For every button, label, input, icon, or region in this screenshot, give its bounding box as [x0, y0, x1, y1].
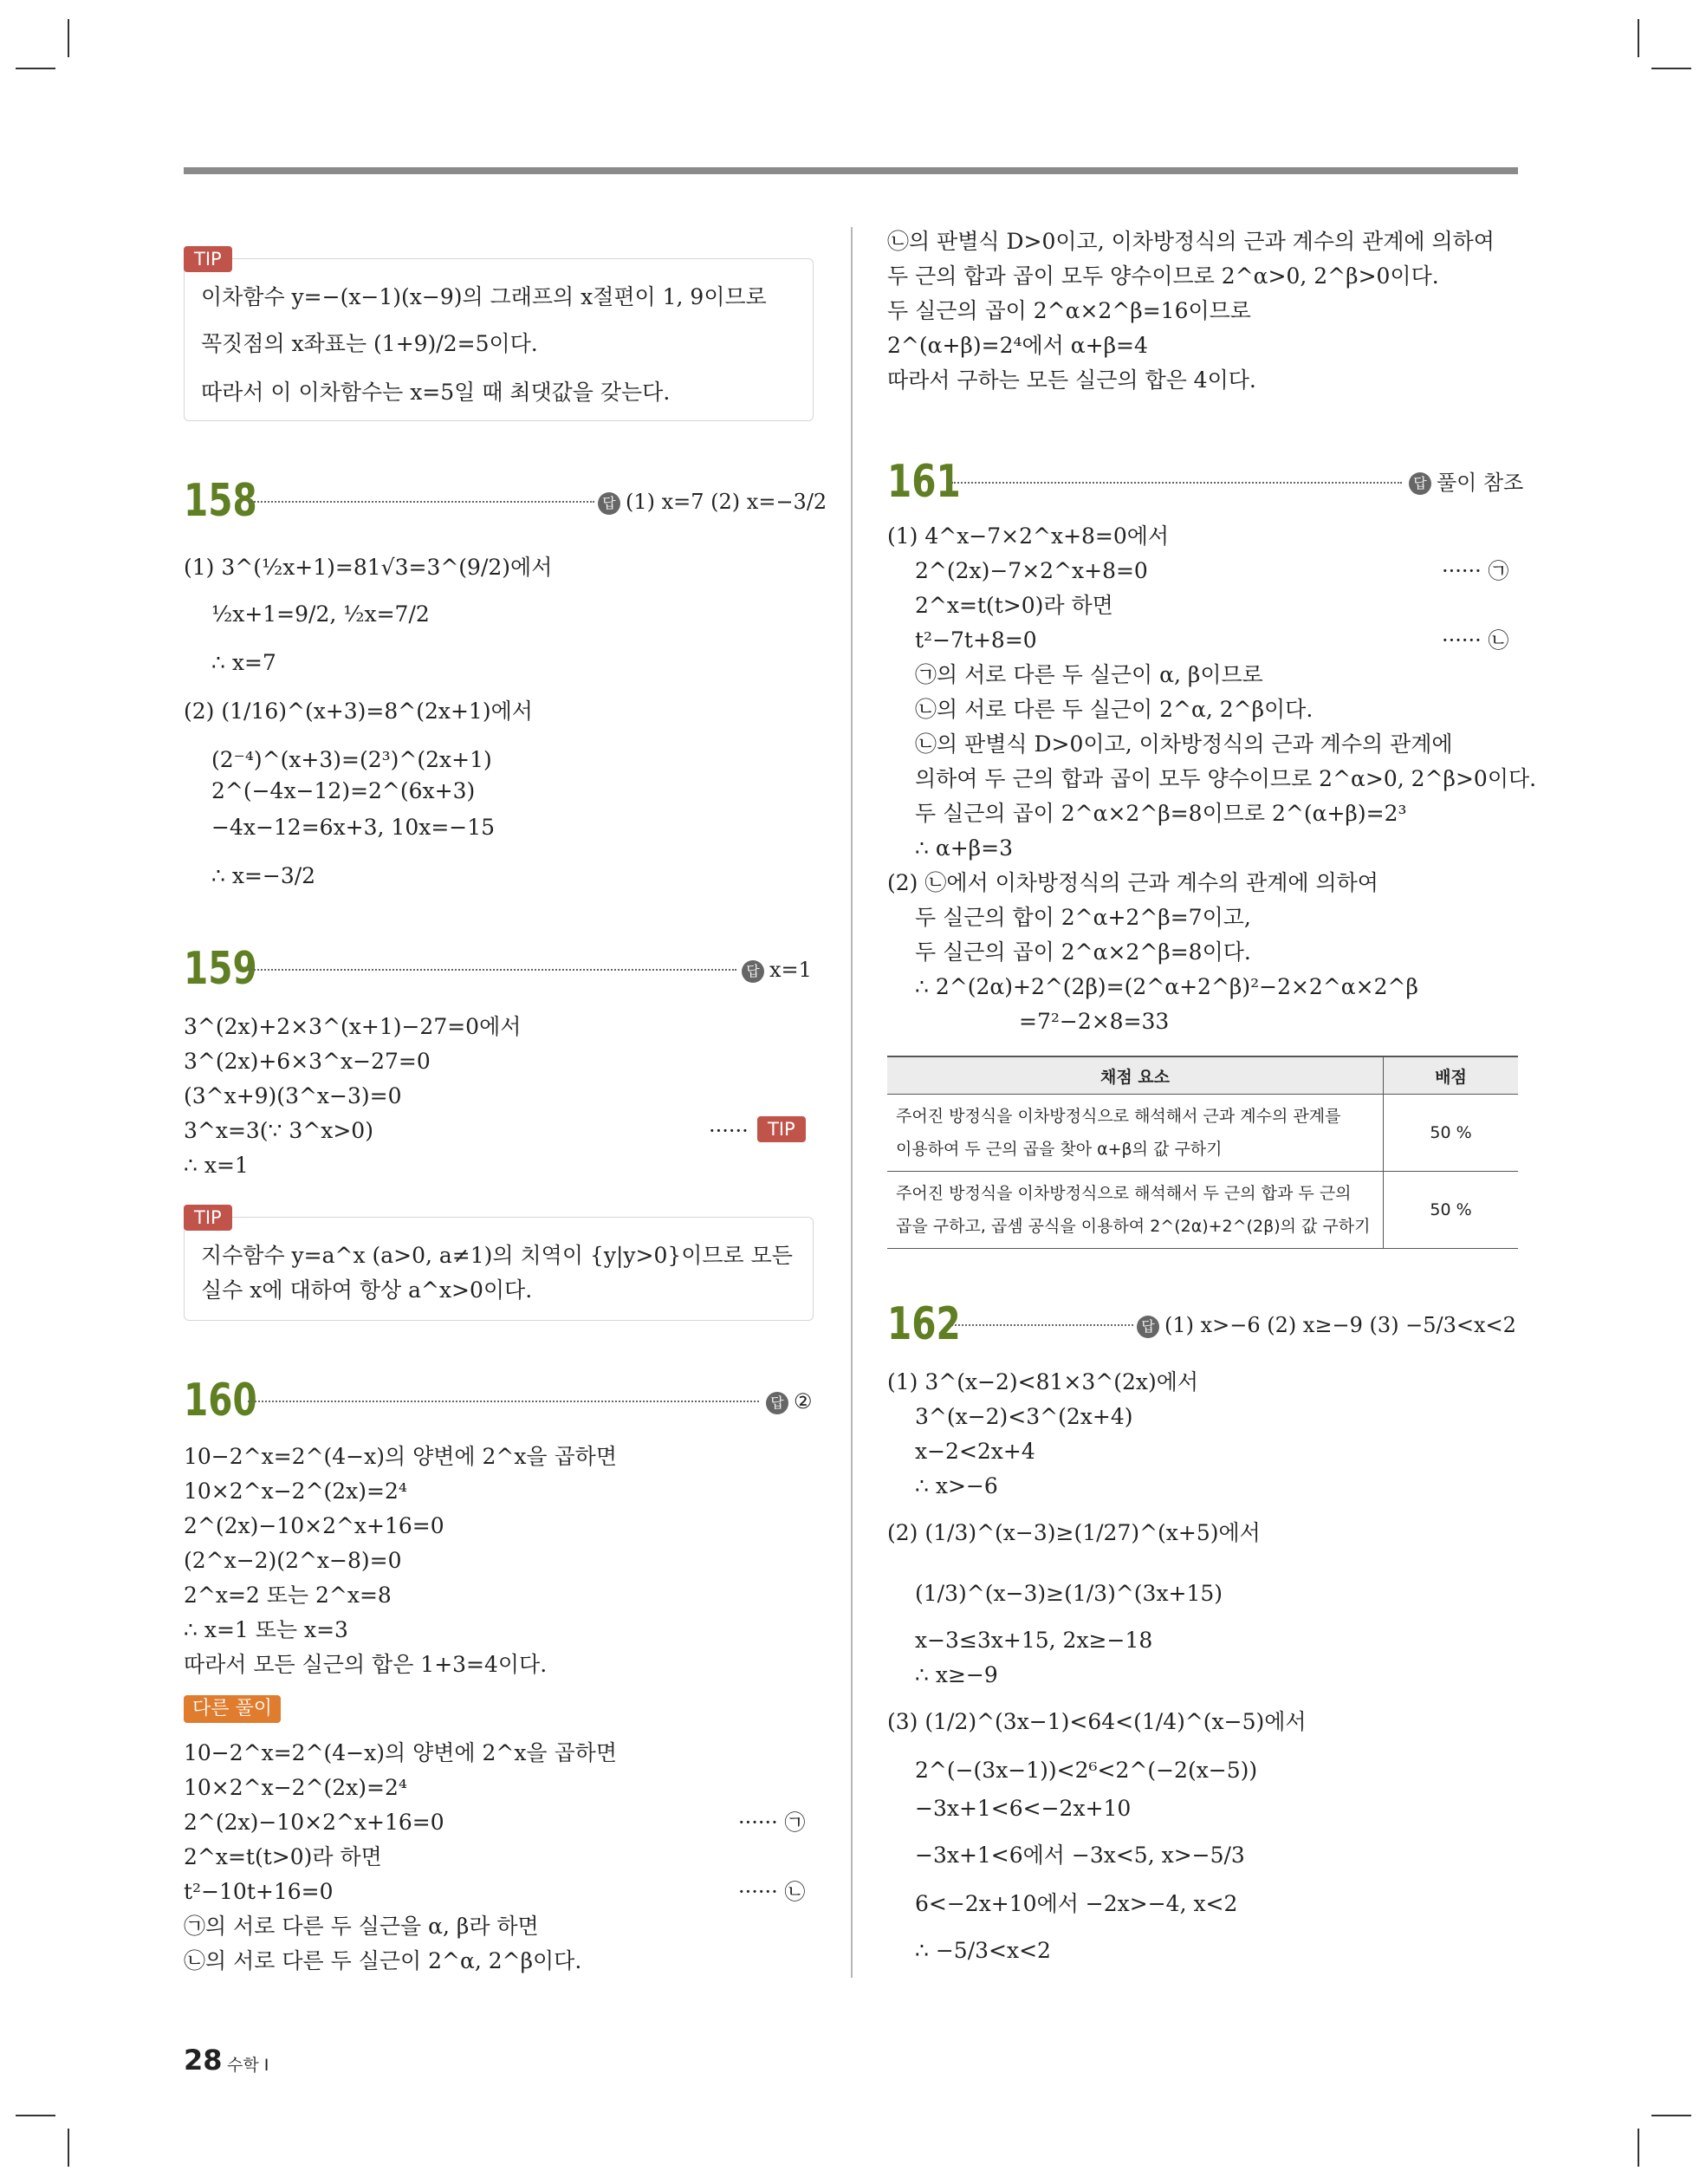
- answer-text: x=1: [769, 958, 812, 982]
- answer: [1137, 1310, 1516, 1340]
- crop-mark: [68, 2129, 69, 2167]
- table-cell: [887, 1172, 1384, 1249]
- solution-line: (2) ㉡에서 이차방정식의 근과 계수의 관계에 의하여: [887, 870, 1378, 895]
- solution-line: 두 실근의 합이 2^α+2^β=7이고,: [915, 905, 1251, 930]
- answer-icon: 답: [766, 1392, 788, 1414]
- crop-mark: [16, 2115, 55, 2116]
- solution-line: 의하여 두 근의 합과 곱이 모두 양수이므로 2^α>0, 2^β>0이다.: [915, 766, 1537, 791]
- crop-mark: [1638, 2129, 1639, 2167]
- solution-line: t²−7t+8=0: [915, 627, 1037, 653]
- solution-line: x−2<2x+4: [915, 1439, 1035, 1464]
- problem-number: 161: [887, 456, 961, 508]
- solution-line: ∴ x=−3/2: [211, 863, 316, 888]
- solution-line: 3^(x−2)<3^(2x+4): [915, 1404, 1133, 1429]
- solution-line: 2^(2x)−7×2^x+8=0: [915, 558, 1148, 583]
- solution-line: ㉡의 판별식 D>0이고, 이차방정식의 근과 계수의 관계에: [915, 731, 1453, 757]
- answer-text: ②: [794, 1389, 813, 1414]
- solution-line: ㉠의 서로 다른 두 실근을 α, β라 하면: [184, 1914, 539, 1939]
- leader-dots: [248, 969, 736, 971]
- answer-icon: 답: [598, 492, 620, 515]
- table-row: [887, 1095, 1518, 1172]
- solution-line: 10−2^x=2^(4−x)의 양변에 2^x을 곱하면: [184, 1740, 617, 1765]
- criterion-line: 주어진 방정식을 이차방정식으로 해석해서 근과 계수의 관계를: [896, 1107, 1341, 1126]
- answer: [766, 1387, 813, 1416]
- solution-line: =7²−2×8=33: [1019, 1009, 1170, 1034]
- equation-marker: ······ ㉡: [1442, 628, 1509, 653]
- solution-line: ㉡의 서로 다른 두 실근이 2^α, 2^β이다.: [915, 697, 1314, 722]
- solution-line: t²−10t+16=0: [184, 1879, 334, 1904]
- solution-line: ∴ 2^(2α)+2^(2β)=(2^α+2^β)²−2×2^α×2^β: [915, 974, 1418, 999]
- equation-marker: ······ ㉡: [738, 1880, 806, 1904]
- solution-line: 2^(2x)−10×2^x+16=0: [184, 1513, 444, 1538]
- header-rule: [184, 167, 1518, 174]
- criterion-line: 곱을 구하고, 곱셈 공식을 이용하여 2^(2α)+2^(2β)의 값 구하기: [896, 1217, 1371, 1236]
- solution-line: −4x−12=6x+3, 10x=−15: [211, 815, 496, 840]
- leader-dots: [951, 1324, 1133, 1326]
- table-cell: 50 %: [1384, 1172, 1519, 1249]
- solution-line: (1) 4^x−7×2^x+8=0에서: [887, 523, 1170, 549]
- criterion-line: 이용하여 두 근의 곱을 찾아 α+β의 값 구하기: [896, 1140, 1223, 1159]
- alt-solution-tag: 다른 풀이: [184, 1695, 281, 1723]
- solution-line: 2^(α+β)=2⁴에서 α+β=4: [887, 333, 1148, 358]
- solution-line: −3x+1<6에서 −3x<5, x>−5/3: [915, 1843, 1245, 1868]
- book-title: 수학 I: [227, 2056, 269, 2075]
- solution-line: 2^(−(3x−1))<2⁶<2^(−2(x−5)): [915, 1758, 1258, 1783]
- equation-marker: ······ ㉠: [738, 1810, 806, 1835]
- tip-line: 따라서 이 이차함수는 x=5일 때 최댓값을 갖는다.: [201, 380, 671, 405]
- solution-line: (1) 3^(½x+1)=81√3=3^(9/2)에서: [184, 555, 553, 580]
- tip-marker-dots: ······: [709, 1119, 749, 1143]
- solution-line: 따라서 구하는 모든 실근의 합은 4이다.: [887, 367, 1256, 393]
- leader-dots: [951, 482, 1402, 484]
- column-divider: [851, 227, 853, 1978]
- page-number: 28: [184, 2044, 223, 2077]
- tip-line: 꼭짓점의 x좌표는 (1+9)/2=5이다.: [201, 331, 538, 356]
- solution-line: (2) (1/3)^(x−3)≥(1/27)^(x+5)에서: [887, 1520, 1261, 1545]
- crop-mark: [1651, 68, 1691, 69]
- solution-line: 따라서 모든 실근의 합은 1+3=4이다.: [184, 1652, 548, 1677]
- solution-line: 2^x=t(t>0)라 하면: [184, 1844, 382, 1869]
- solution-line: 두 실근의 곱이 2^α×2^β=8이므로 2^(α+β)=2³: [915, 801, 1407, 826]
- solution-line: (2^x−2)(2^x−8)=0: [184, 1548, 402, 1573]
- answer: [598, 487, 827, 517]
- answer: [1409, 468, 1523, 497]
- solution-line: 2^(2x)−10×2^x+16=0: [184, 1810, 444, 1835]
- table-header: 배점: [1384, 1056, 1519, 1095]
- solution-line: (2) (1/16)^(x+3)=8^(2x+1)에서: [184, 699, 533, 724]
- solution-line: ㉡의 판별식 D>0이고, 이차방정식의 근과 계수의 관계에 의하여: [887, 229, 1495, 254]
- solution-line: 3^x=3(∵ 3^x>0): [184, 1118, 373, 1143]
- solution-line: (2⁻⁴)^(x+3)=(2³)^(2x+1): [211, 747, 492, 772]
- criterion-line: 주어진 방정식을 이차방정식으로 해석해서 두 근의 합과 두 근의: [896, 1184, 1352, 1203]
- solution-line: ∴ x=1 또는 x=3: [184, 1617, 348, 1642]
- table-header-row: [887, 1056, 1518, 1095]
- solution-line: −3x+1<6<−2x+10: [915, 1796, 1132, 1821]
- problem-number: 159: [184, 943, 257, 995]
- leader-dots: [248, 1401, 759, 1402]
- solution-line: 2^x=2 또는 2^x=8: [184, 1583, 392, 1608]
- answer-icon: 답: [1409, 472, 1431, 495]
- solution-line: ㉡의 서로 다른 두 실근이 2^α, 2^β이다.: [184, 1948, 582, 1973]
- solution-line: 6<−2x+10에서 −2x>−4, x<2: [915, 1891, 1238, 1916]
- table-row: [887, 1172, 1518, 1249]
- leader-dots: [248, 501, 594, 503]
- answer-icon: 답: [742, 960, 764, 983]
- solution-line: 두 근의 합과 곱이 모두 양수이므로 2^α>0, 2^β>0이다.: [887, 263, 1439, 289]
- solution-line: 10×2^x−2^(2x)=2⁴: [184, 1479, 407, 1504]
- tip-tag: TIP: [184, 1205, 232, 1231]
- solution-line: 3^(2x)+6×3^x−27=0: [184, 1049, 431, 1074]
- answer-text: (1) x=7 (2) x=−3/2: [626, 490, 827, 514]
- tip-line: 이차함수 y=−(x−1)(x−9)의 그래프의 x절편이 1, 9이므로: [201, 284, 767, 309]
- solution-line: (1) 3^(x−2)<81×3^(2x)에서: [887, 1369, 1199, 1394]
- scoring-table: [887, 1056, 1518, 1249]
- solution-line: (3^x+9)(3^x−3)=0: [184, 1083, 402, 1108]
- table-cell: 50 %: [1384, 1095, 1519, 1172]
- crop-mark: [68, 19, 69, 57]
- problem-number: 160: [184, 1375, 257, 1427]
- solution-line: ∴ α+β=3: [915, 835, 1013, 861]
- crop-mark: [16, 68, 55, 69]
- solution-line: ∴ x>−6: [915, 1473, 998, 1498]
- tip-line: 실수 x에 대하여 항상 a^x>0이다.: [201, 1277, 533, 1303]
- answer-text: (1) x>−6 (2) x≥−9 (3) −5/3<x<2: [1164, 1313, 1516, 1337]
- solution-line: (3) (1/2)^(3x−1)<64<(1/4)^(x−5)에서: [887, 1709, 1307, 1734]
- answer-text: 풀이 참조: [1437, 471, 1524, 495]
- solution-line: ∴ x≥−9: [915, 1662, 998, 1687]
- solution-line: 10×2^x−2^(2x)=2⁴: [184, 1775, 407, 1800]
- equation-marker: ······ ㉠: [1442, 559, 1509, 583]
- table-header: 채점 요소: [887, 1056, 1384, 1095]
- solution-line: 2^(−4x−12)=2^(6x+3): [211, 778, 476, 803]
- solution-line: ½x+1=9/2, ½x=7/2: [211, 601, 430, 627]
- problem-number: 162: [887, 1298, 961, 1350]
- solution-line: ∴ −5/3<x<2: [915, 1938, 1051, 1963]
- table-cell: [887, 1095, 1384, 1172]
- solution-line: ∴ x=7: [211, 650, 276, 675]
- solution-line: 두 실근의 곱이 2^α×2^β=8이다.: [915, 939, 1251, 965]
- crop-mark: [1638, 19, 1639, 57]
- solution-line: ∴ x=1: [184, 1153, 249, 1178]
- tip-marker: TIP: [757, 1116, 806, 1142]
- tip-line: 지수함수 y=a^x (a>0, a≠1)의 치역이 {y|y>0}이므로 모든: [201, 1243, 793, 1268]
- answer-icon: 답: [1137, 1316, 1159, 1338]
- tip-tag: TIP: [184, 246, 232, 272]
- solution-line: 2^x=t(t>0)라 하면: [915, 593, 1113, 618]
- solution-line: 3^(2x)+2×3^(x+1)−27=0에서: [184, 1014, 522, 1039]
- solution-line: x−3≤3x+15, 2x≥−18: [915, 1628, 1153, 1653]
- solution-line: 두 실근의 곱이 2^α×2^β=16이므로: [887, 298, 1251, 323]
- answer: [742, 955, 812, 985]
- solution-line: 10−2^x=2^(4−x)의 양변에 2^x을 곱하면: [184, 1444, 617, 1469]
- solution-line: (1/3)^(x−3)≥(1/3)^(3x+15): [915, 1581, 1223, 1606]
- problem-number: 158: [184, 475, 257, 527]
- solution-line: ㉠의 서로 다른 두 실근이 α, β이므로: [915, 662, 1263, 687]
- crop-mark: [1651, 2115, 1691, 2116]
